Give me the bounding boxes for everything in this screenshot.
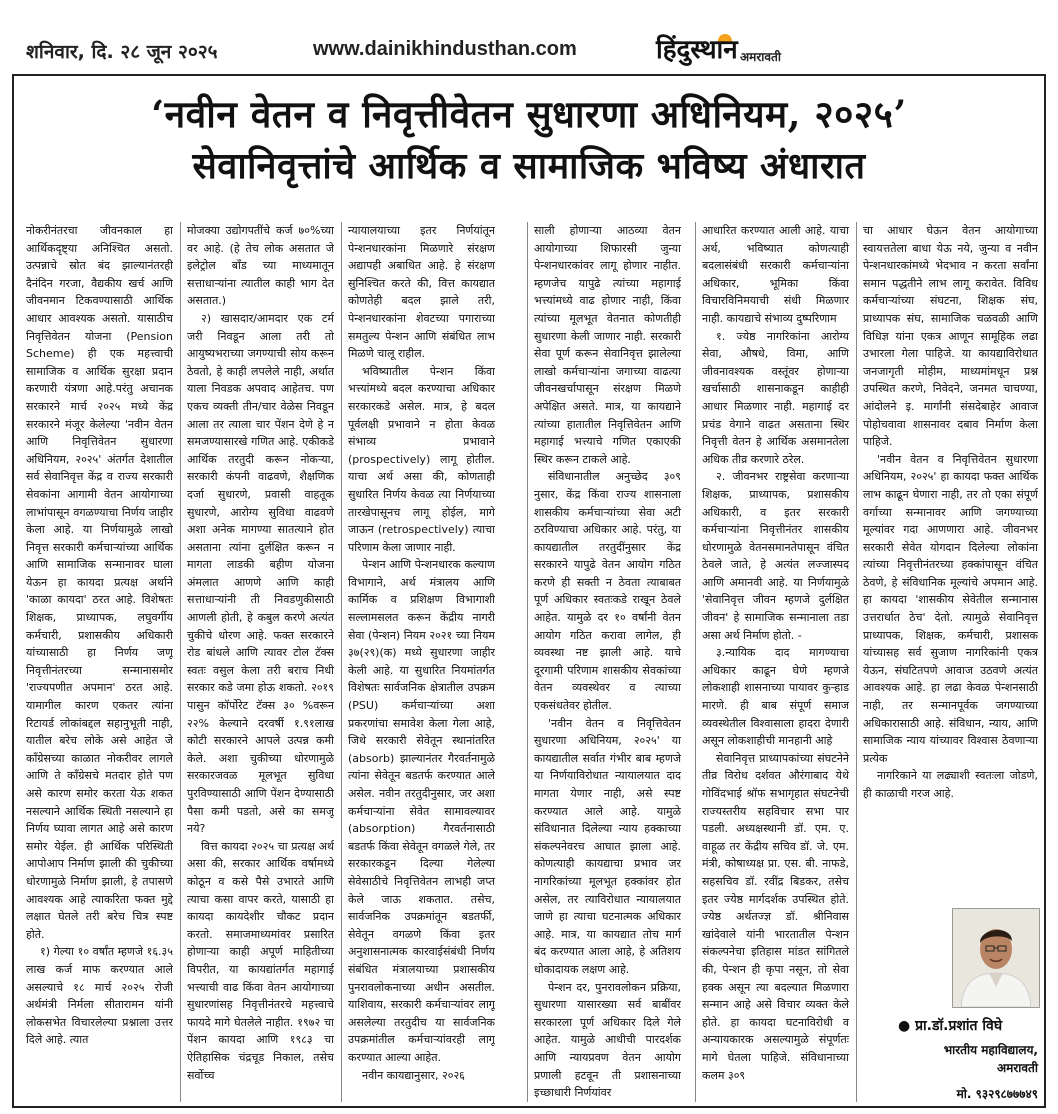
text-column-5 — [702, 222, 849, 1102]
article-paragraph: संविधानातील अनुच्छेद ३०९ नुसार, केंद्र किंवा राज्य शासनाला शासकीय कर्मचाऱ्यांच्या सेवा अटी ठरविण्याचा अधिकार आहे. परंतु, या कायद्यातील तरतुदींनुसार केंद्र सरकारने यापुढे वेतन आयोग गठित करणे ही सक्ती न ठेवता त्याबाबत पूर्ण अधिकार स्वतःकडे राखून ठेवले आहेत. यामुळे दर १० वर्षांनी वेतन आयोग गठित करावा लागेल, ही व्यवस्था नष्ट झाली आहे. याचे दूरगामी परिणाम शासकीय सेवकांच्या वेतन व्यवस्थेवर व त्याच्या एकसंधतेवर होतील. — [534, 470, 681, 713]
article-body — [18, 222, 1042, 1102]
column-divider — [527, 222, 528, 1102]
logo-city: अमरावती — [740, 50, 781, 64]
website-link[interactable]: www.dainikhindusthan.com — [313, 38, 577, 60]
article-paragraph: सेवानिवृत्त प्राध्यापकांच्या संघटनेने तीव्र विरोध दर्शवत औरंगाबाद येथे गोविंदभाई श्रॉफ सभागृहात संघटनेची राज्यस्तरीय सहविचार सभा पार पडली. अध्यक्षस्थानी डॉ. एम. ए. वाहूळ तर केंद्रीय सचिव डॉ. जे. एम. मंत्री, कोषाध्यक्ष प्रा. एस. बी. नाफडे, सहसचिव डॉ. रवींद्र बिडकर, तसेच इतर ज्येष्ठ मार्गदर्शक उपस्थित होते. ज्येष्ठ अर्थतज्ज्ञ डॉ. श्रीनिवास खांदेवाले यांनी भारतातील पेन्शन संकल्पनेचा इतिहास मांडत सांगितले की, पेन्शन ही कृपा नसून, तो सेवा हक्क असून त्या बदल्यात मिळणारा सन्मान आहे असे विचार व्यक्त केले होते. हा कायदा घटनाविरोधी व अन्यायकारक असल्यामुळे संपूर्णतः मागे घेतला पाहिजे. संविधानाच्या कलम ३०९ — [702, 751, 849, 1082]
article-paragraph: चा आधार घेऊन वेतन आयोगाच्या स्वायत्ततेला बाधा येऊ नये, जुन्या व नवीन पेन्शनधारकांमध्ये भेदभाव न करता सर्वांना समान पद्धतीने लाभ लागू करावेत. विविध कर्मचाऱ्यांच्या संघटना, शिक्षक संघ, प्राध्यापक संघ, सामाजिक चळवळी आणि विधिज्ञ यांना एकत्र आणून सामूहिक लढा उभारला गेला पाहिजे. या कायद्याविरोधात जनजागृती मोहीम, माध्यमांमधून प्रश्न उपस्थित करणे, निवेदने, जनमत चाचण्या, आंदोलने इ. मार्गांनी संसदेबाहेर आवाज पोहोचवावा शासनावर दबाव निर्माण केला पाहिजे. — [863, 224, 1038, 449]
headline-line-2: सेवानिवृत्तांचे आर्थिक व सामाजिक भविष्य अंधारात — [192, 145, 866, 187]
column-divider — [695, 222, 696, 1102]
author-name — [898, 1016, 1002, 1035]
article-paragraph: मोजक्या उद्योगपतींचे कर्ज ७०%च्या वर आहे. (हे तेच लोक असतात जे इलेट्रोल बाँड च्या माध्यमातून सत्ताधाऱ्यांना त्यातील काही भाग देत असतात.) — [187, 224, 334, 308]
column-divider — [180, 222, 181, 1102]
bullet-icon: ● — [898, 1018, 911, 1034]
newspaper-page — [8, 8, 1050, 1106]
headline-line-1: ‘नवीन वेतन व निवृत्तीवेतन सुधारणा अधिनियम, २०२५’ — [151, 92, 907, 136]
text-column-2 — [187, 222, 334, 1102]
author-affiliation — [918, 1041, 1038, 1077]
newspaper-logo — [656, 28, 781, 68]
issue-date: शनिवार, दि. २८ जून २०२५ — [26, 41, 218, 63]
logo-text: हिंदुस्थान — [656, 35, 738, 65]
article-paragraph: आधारित करण्यात आली आहे. याचा अर्थ, भविष्यात कोणत्याही बदलासंबंधी सरकारी कर्मचाऱ्यांना अधिकार, भूमिका किंवा विचारविनिमयाची संधी मिळणार नाही. कायद्याचे संभाव्य दुष्परिणाम — [702, 224, 849, 325]
text-column-3 — [348, 222, 495, 1102]
article-paragraph: पेन्शन आणि पेन्शनधारक कल्याण विभागाने, अर्थ मंत्रालय आणि कार्मिक व प्रशिक्षण विभागाशी सल्लामसलत करून केंद्रीय नागरी सेवा (पेन्शन) नियम २०२१ च्या नियम ३७(२९)(क) मध्ये सुधारणा जाहीर केली आहे. या सुधारित नियमांतर्गत विशेषतः सार्वजनिक क्षेत्रातील उपक्रम (PSU) कर्मचाऱ्यांच्या अशा प्रकरणांचा समावेश केला गेला आहे, जिथे सरकारी सेवेतून स्थानांतरित (absorb) झाल्यानंतर गैरवर्तनामुळे त्यांना सेवेतून बडतर्फ करण्यात आले असेल. नवीन तरतुदीनुसार, जर अशा कर्मचाऱ्यांना सेवेत सामावल्यावर (absorption) गैरवर्तनासाठी बडतर्फ किंवा सेवेतून वगळले गेले, तर सरकारकडून दिल्या गेलेल्या सेवेसाठीचे निवृत्तिवेतन लाभही जप्त केले जाऊ शकतात. तसेच, सार्वजनिक उपक्रमांतून बडतर्फी, सेवेतून वगळणे किंवा इतर अनुशासनात्मक कारवाईसंबंधी निर्णय संबंधित मंत्रालयाच्या प्रशासकीय पुनरावलोकनाच्या अधीन असतील. याशिवाय, सरकारी कर्मचाऱ्यांवर लागू असलेल्या तरतुदीच या सार्वजनिक उपक्रमांतील कर्मचाऱ्यांवरही लागू करण्यात आल्या आहेत. — [348, 558, 495, 1064]
article-paragraph: नागरिकाने या लढ्याशी स्वतःला जोडणे, ही काळाची गरज आहे. — [863, 769, 1038, 800]
article-paragraph: २) खासदार/आमदार एक टर्म जरी निवडून आला तरी तो आयुष्यभराच्या जगण्याची सोय करून ठेवतो, हे काही लपलेले नाही, अर्थात याला निवडक अपवाद आहेतच. पण एकच व्यक्ती तीन/चार वेळेस निवडून आला तर त्याला चार पेंशन देणे हे न समजण्यासारखे गणित आहे. एकीकडे आर्थिक तरतुदी करून नोकऱ्या, सरकारी कंपनी वाढवणे, शैक्षणिक दर्जा सुधारणे, प्रवासी वाहतूक सुधारणे, आरोग्य सुविधा वाढवणे अशा अनेक मागण्या सातत्याने होत असताना त्यांना दुर्लक्षित करून न मागता लाडकी बहीण योजना अंमलात आणणे आणि काही सत्ताधाऱ्यांनी ती निवडणुकीसाठी आणली होती, हे कबुल करणे अत्यंत चुकीचे धोरण आहे. फक्त सरकारने रोड बांधले आणि त्यावर टोल टॅक्स स्वतः वसुल केला तरी बराच निधी सरकार कडे जमा होऊ शकतो. २०१९ पासुन कॉर्पोरेट टॅक्स ३० %वरून २२% केल्याने दरवर्षी १.९१लाख कोटी सरकारने आपले उत्पन्न कमी केले. अशा चुकीच्या धोरणामुळे सरकारजवळ मूलभूत सुविधा पुरविण्यासाठी आणि पेंशन देण्यासाठी पैसा कमी पडतो, असे का समजू नये? — [187, 311, 334, 836]
text-column-4 — [534, 222, 681, 1102]
article-paragraph: नोकरीनंतरचा जीवनकाल हा आर्थिकदृष्ट्या अनिश्चित असतो. उत्पन्नाचे स्रोत बंद झाल्यानंतरही दैनंदिन गरजा, वैद्यकीय खर्च आणि जीवनमान टिकवण्यासाठी आर्थिक आधार आवश्यक असतो. यासाठीच निवृत्तिवेतन योजना (Pension Scheme) ही एक महत्त्वाची सामाजिक व आर्थिक सुरक्षा प्रदान करणारी यंत्रणा आहे.परंतु अचानक सरकारने मार्च २०२५ मध्ये केंद्र सरकारने मंजूर केलेल्या 'नवीन वेतन आणि निवृत्तिवेतन सुधारणा अधिनियम, २०२५' अंतर्गत देशातील सर्व सेवानिवृत्त केंद्र व राज्य सरकारी सेवकांना आगामी वेतन आयोगाच्या लाभांपासून वगळण्याचा निर्णय जाहीर केला आहे. या निर्णयामुळे लाखो निवृत्त सरकारी कर्मचाऱ्यांच्या आर्थिक आणि सामाजिक सन्मानावर घाला येऊन हा कायदा प्रत्यक्ष अर्थाने 'काळा कायदा' ठरत आहे. विशेषतः शिक्षक, प्राध्यापक, लघुवर्गीय कर्मचारी, प्रशासकीय अधिकारी यांच्यासाठी हा निर्णय जणू निवृत्तीनंतरच्या सन्मानासमोर 'राज्यपणीत अपमान' ठरत आहे. यामागील कारण एकतर त्यांना रिटायर्ड लोकांबद्दल सहानुभूती नाही, यातील बरेच लोके असे आहेत जे काँग्रेसच्या काळात नोकरीवर लागले आणि ते काँग्रेसचे मतदार होते पण असे कारण समोर करता येऊ शकत नसल्याने आर्थिक स्थिती नसल्याने हा निर्णय घ्यावा लागत आहे असे कारण समोर येईल. ही आर्थिक परिस्थिती आपोआप निर्माण झाली की चुकीच्या धोरणामुळे निर्माण झाली, हे तपासणे आवश्यक आहे त्याकरिता फक्त मुद्दे लक्षात घेतले तरी बरेच चित्र स्पष्ट होते. — [26, 224, 173, 941]
text-column-1 — [26, 222, 173, 1102]
author-photo — [952, 908, 1040, 1008]
masthead — [8, 8, 1050, 72]
article-paragraph: १) गेल्या १० वर्षांत म्हणजे १६.३५ लाख कर्ज माफ करण्यात आले असल्याचे १८ मार्च २०२५ रोजी अर्थमंत्री निर्मला सीतारामन यांनी लोकसभेत विचारलेल्या प्रश्नाला उत्तर दिले आहे. त्यात — [26, 945, 173, 1047]
article-paragraph: 'नवीन वेतन व निवृत्तिवेतन सुधारणा अधिनियम, २०२५' हा कायदा फक्त आर्थिक लाभ काढून घेणारा नाही, तर तो एका संपूर्ण वर्गाच्या सन्मानावर आणि जगण्याच्या मूल्यांवर गदा आणणारा आहे. जीवनभर सरकारी सेवेत योगदान दिलेल्या लोकांना त्यांच्या निवृत्तीनंतरच्या हक्कांपासून वंचित ठेवणे, हे संविधानिक मूल्यांचे अपमान आहे. हा कायदा 'शासकीय सेवेतील सन्मानास उत्तरार्धात ठेच' देतो. त्यामुळे सेवानिवृत्त प्राध्यापक, शिक्षक, कर्मचारी, प्रशासक यांच्यासह सर्व सुजाण नागरिकांनी एकत्र येऊन, संघटितपणे आवाज उठवणे अत्यंत आवश्यक आहे. हा लढा केवळ पेन्शनसाठी नाही, तर सन्मानपूर्वक जगण्याच्या अधिकारासाठी आहे. संविधान, न्याय, आणि सामाजिक न्याय यांच्यावर विश्वास ठेवणाऱ्या प्रत्येक — [863, 452, 1038, 765]
article-paragraph: २. जीवनभर राष्ट्रसेवा करणाऱ्या शिक्षक, प्राध्यापक, प्रशासकीय अधिकारी, व इतर सरकारी कर्मचाऱ्यांना निवृत्तीनंतर शासकीय धोरणामुळे वेतनसमानतेपासून वंचित ठेवले जाते, हे अत्यंत लज्जास्पद आणि अमानवी आहे. या निर्णयामुळे 'सेवानिवृत्त जीवन म्हणजे दुर्लक्षित जीवन' हे सामाजिक सन्मानाला तडा असा अर्थ निर्माण होतो. - — [702, 470, 849, 642]
article-frame — [12, 74, 1046, 1108]
author-name-text: प्रा.डॉ.प्रशांत विघे — [915, 1018, 1003, 1034]
affiliation-line-2: अमरावती — [997, 1061, 1038, 1075]
article-paragraph: नवीन कायद्यानुसार, २०२६ — [362, 1068, 465, 1082]
portrait-photo-icon — [953, 909, 1039, 1007]
article-paragraph: 'नवीन वेतन व निवृत्तिवेतन सुधारणा अधिनियम, २०२५' या कायद्यातील सर्वात गंभीर बाब म्हणजे या निर्णयाविरोधात न्यायालयात दाद मागता येणार नाही, असे स्पष्ट करण्यात आले आहे. यामुळे संविधानात दिलेल्या न्याय हक्काच्या संकल्पनेवरच आघात झाला आहे. कोणत्याही कायद्याचा प्रभाव जर नागरिकांच्या मूलभूत हक्कांवर होत असेल, तर त्याविरोधात न्यायालयात जाणे हा त्याचा घटनात्मक अधिकार आहे. मात्र, या कायद्यात तोच मार्ग बंद करण्यात आला आहे, हे अतिशय धोकादायक लक्षण आहे. — [534, 716, 681, 976]
article-paragraph: पेन्शन दर, पुनरावलोकन प्रक्रिया, सुधारणा यासारख्या सर्व बाबींवर सरकारला पूर्ण अधिकार दिले गेले आहेत. यामुळे आधीची पारदर्शक आणि न्यायप्रवण वेतन आयोग प्रणाली हटवून ती प्रशासनाच्या इच्छाधारी निर्णयांवर — [534, 980, 681, 1100]
author-phone: मो. ९३२९८७७७४९ — [956, 1087, 1038, 1101]
affiliation-line-1: भारतीय महाविद्यालय, — [943, 1043, 1038, 1057]
article-paragraph: ३.न्यायिक दाद मागण्याचा अधिकार काढून घेणे म्हणजे लोकशाही शासनाच्या पायावर कुऱ्हाड मारणे. ही बाब संपूर्ण समाज व्यवस्थेतील विश्वासाला हादरा देणारी असून लोकशाहीची मानहानी आहे — [702, 646, 849, 748]
article-paragraph: साली होणाऱ्या आठव्या वेतन आयोगाच्या शिफारसी जुन्या पेन्शनधारकांवर लागू होणार नाहीत. म्हणजेच यापुढे त्यांच्या महागाई भत्त्यांमध्ये वाढ होणार नाही, किंवा त्यांच्या मूलभूत वेतनात कोणतीही सुधारणा केली जाणार नाही. सरकारी सेवा पूर्ण करून सेवानिवृत्त झालेल्या लाखो कर्मचाऱ्यांना जगाच्या वाढत्या जीवनखर्चापासून संरक्षण मिळणे अपेक्षित असते. मात्र, या कायद्याने त्यांच्या हातातील निवृत्तिवेतन आणि महागाई भत्त्याचे गणित एकाएकी स्थिर करून टाकले आहे. — [534, 224, 681, 466]
article-paragraph: भविष्यातील पेन्शन किंवा भत्त्यांमध्ये बदल करण्याचा अधिकार सरकारकडे असेल. मात्र, हे बदल पूर्वलक्षी प्रभावाने न होता केवळ संभाव्य प्रभावाने (prospectively) लागू होतील. याचा अर्थ असा की, कोणताही सुधारित निर्णय केवळ त्या निर्णयाच्या तारखेपासूनच लागू होईल, मागे जाऊन (retrospectively) त्याचा परिणाम केला जाणार नाही. — [348, 364, 495, 554]
article-paragraph: वित्त कायदा २०२५ चा प्रत्यक्ष अर्थ असा की, सरकार आर्थिक वर्षामध्ये कोठून व कसे पैसे उभारते आणि त्याचा कसा वापर करते, यासाठी हा कायदा कायदेशीर चौकट प्रदान करतो. समाजमाध्यमांवर प्रसारित होणाऱ्या काही अपूर्ण माहितीच्या विपरीत, या कायद्यांतर्गत महागाई भत्त्याची वाढ किंवा वेतन आयोगाच्या सुधारणांसह निवृत्तीनंतरचे महत्त्वाचे फायदे मागे घेतलेले नाहीत. १९७२ चा पेंशन कायदा आणि १९८३ चा ऐतिहासिक चंद्रचूड निकाल, तसेच सर्वोच्च — [187, 839, 334, 1082]
article-paragraph: न्यायालयाच्या इतर निर्णयांतून पेन्शनधारकांना मिळणारे संरक्षण अद्यापही अबाधित आहे. हे संरक्षण सुनिश्चित करते की, वित्त कायद्यात कोणतेही बदल झाले तरी, पेन्शनधारकांना शेवटच्या पगाराच्या समतुल्य पेन्शन आणि संबंधित लाभ मिळणे चालू राहील. — [348, 224, 495, 361]
article-headline — [14, 88, 1044, 192]
column-divider — [856, 222, 857, 1102]
column-divider — [341, 222, 342, 1102]
article-paragraph: १. ज्येष्ठ नागरिकांना आरोग्य सेवा, औषधे, विमा, आणि जीवनावश्यक वस्तूंवर होणाऱ्या खर्चासाठी शासनाकडून काहीही आधार मिळणार नाही. महागाई दर प्रचंड वेगाने वाढत असताना स्थिर निवृत्ती वेतन हे आर्थिक असमानतेला अधिक तीव्र करणारे ठरेल. — [702, 329, 849, 466]
